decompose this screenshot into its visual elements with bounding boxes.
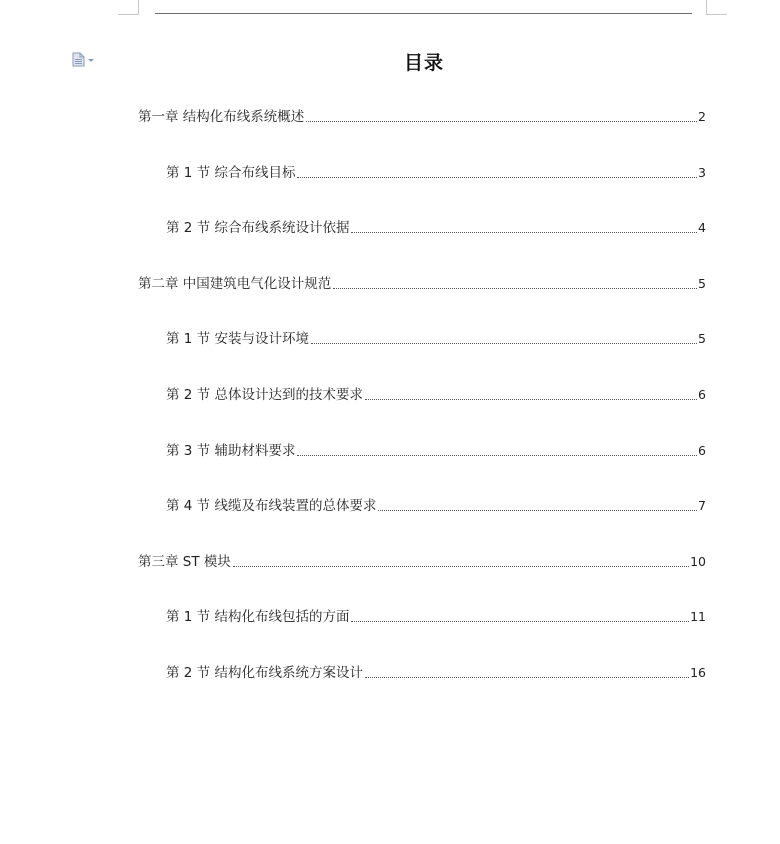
toc-entry[interactable]	[166, 441, 706, 459]
toc-entry-page: 5	[698, 331, 706, 346]
toc-entry-label: 第 1 节 安装与设计环境	[166, 331, 309, 347]
toc-entry-page: 2	[698, 109, 706, 124]
toc-entry-page: 4	[698, 220, 706, 235]
toc-entry-label: 第 2 节 综合布线系统设计依据	[166, 220, 350, 236]
page-corner-mark-left	[118, 0, 139, 15]
toc-entry[interactable]	[166, 663, 706, 681]
toc-entry[interactable]	[138, 274, 706, 292]
toc-entry-label: 第 4 节 线缆及布线装置的总体要求	[166, 498, 377, 514]
toc-entry-label: 第二章 中国建筑电气化设计规范	[138, 276, 332, 292]
toc-entry-label: 第三章 ST 模块	[138, 554, 231, 570]
toc-entry[interactable]	[166, 329, 706, 347]
toc-entry-page: 6	[698, 443, 706, 458]
toc-dot-leader	[365, 676, 689, 678]
toc-dot-leader	[297, 176, 697, 178]
toc-entry-page: 3	[698, 165, 706, 180]
toc-dot-leader	[365, 398, 697, 400]
toc-entry-page: 6	[698, 387, 706, 402]
toc-dot-leader	[378, 509, 697, 511]
toc-entry-page: 11	[690, 609, 706, 624]
toc-dot-leader	[333, 287, 697, 289]
toc-entry[interactable]	[138, 552, 706, 570]
toc-entry-page: 5	[698, 276, 706, 291]
toc-entry[interactable]	[166, 607, 706, 625]
page-corner-mark-right	[706, 0, 727, 15]
toc-entry[interactable]	[166, 496, 706, 514]
toc-entry[interactable]	[166, 218, 706, 236]
toc-entry-page: 10	[690, 554, 706, 569]
toc-dot-leader	[351, 620, 689, 622]
toc-entry-label: 第 2 节 结构化布线系统方案设计	[166, 665, 363, 681]
toc-entry-label: 第 2 节 总体设计达到的技术要求	[166, 387, 363, 403]
header-rule	[155, 13, 692, 14]
toc-dot-leader	[351, 231, 697, 233]
toc-entry[interactable]	[166, 163, 706, 181]
page-title: 目录	[403, 52, 444, 74]
toc-entry-label: 第 1 节 综合布线目标	[166, 165, 296, 181]
toc-entry-label: 第 1 节 结构化布线包括的方面	[166, 609, 350, 625]
toc-entry[interactable]	[166, 385, 706, 403]
toc-dot-leader	[311, 342, 697, 344]
toc-dot-leader	[233, 565, 689, 567]
toc-entry-page: 16	[690, 665, 706, 680]
toc-entry-label: 第 3 节 辅助材料要求	[166, 443, 296, 459]
toc-entry[interactable]	[138, 107, 706, 125]
toc-dot-leader	[306, 120, 697, 122]
toc-entry-page: 7	[698, 498, 706, 513]
toc-entry-label: 第一章 结构化布线系统概述	[138, 109, 305, 125]
toc-dot-leader	[297, 454, 697, 456]
